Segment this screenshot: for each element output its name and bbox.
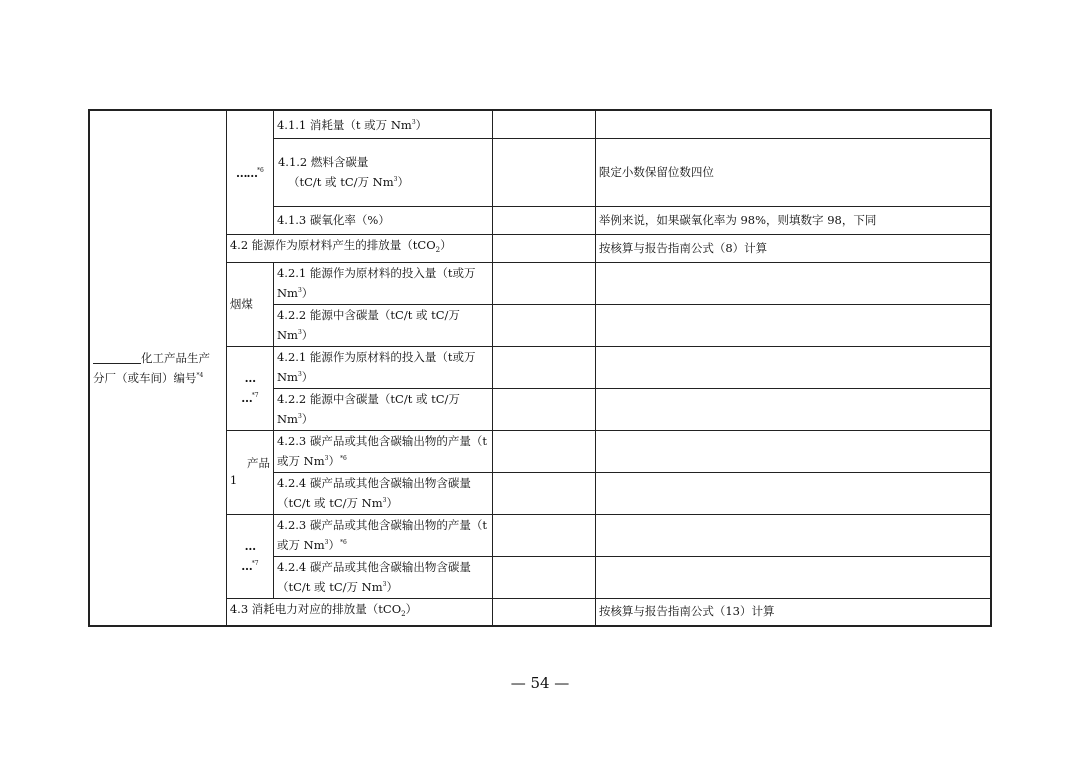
ellipsis-label: … xyxy=(241,558,252,573)
subscript: 2 xyxy=(435,246,441,254)
note-cell xyxy=(595,262,991,304)
item-text: ） xyxy=(301,285,314,300)
item-4-1-1 xyxy=(273,110,492,138)
note-cell xyxy=(595,430,991,472)
note-cell xyxy=(595,346,991,388)
item-text: 4.2 能源作为原材料产生的排放量（tCO xyxy=(229,238,436,252)
value-cell[interactable] xyxy=(493,388,596,430)
footnote-mark: *6 xyxy=(339,538,347,546)
superscript: 3 xyxy=(297,370,302,378)
ellipsis-label: … xyxy=(241,390,252,405)
product-ellipsis-cell xyxy=(226,514,273,598)
workshop-label-cell xyxy=(89,110,226,626)
item-4-2-3 xyxy=(273,514,492,556)
note-cell: 限定小数保留位数四位 xyxy=(595,138,991,206)
report-table xyxy=(88,109,992,627)
ellipsis-label: … xyxy=(244,538,256,553)
table-row xyxy=(89,110,991,138)
note-cell xyxy=(595,110,991,138)
energy-group-cell xyxy=(226,346,273,430)
note-cell xyxy=(595,304,991,346)
item-text: ） xyxy=(301,327,314,342)
note-cell xyxy=(595,556,991,598)
item-text: 4.2.2 能源中含碳量（tC/t 或 tC/万Nm xyxy=(276,307,460,342)
item-text: 4.2.3 碳产品或其他含碳输出物的产量（t 或万 Nm xyxy=(276,517,488,552)
superscript: 3 xyxy=(411,119,416,127)
footnote-mark: *6 xyxy=(339,454,347,462)
value-cell[interactable] xyxy=(493,472,596,514)
item-text: ） xyxy=(440,238,452,252)
workshop-label-line1: 化工产品生产 xyxy=(141,350,210,365)
item-text: ） xyxy=(397,174,409,189)
item-text: 4.2.4 碳产品或其他含碳输出物含碳量（tC/t 或 tC/万 Nm xyxy=(276,559,471,594)
fuel-group-cell xyxy=(226,110,273,234)
item-text: 4.2.3 碳产品或其他含碳输出物的产量（t 或万 Nm xyxy=(276,433,488,468)
blank-fill-line xyxy=(93,351,141,364)
item-text: 4.2.1 能源作为原材料的投入量（t或万 Nm xyxy=(276,349,476,384)
coal-label-cell: 烟煤 xyxy=(226,262,273,346)
product-label: 产品 xyxy=(246,456,270,470)
page-number: — 54 — xyxy=(510,674,570,692)
item-4-2-2 xyxy=(273,388,492,430)
item-text: ） xyxy=(386,495,398,510)
note-cell: 举例来说，如果碳氧化率为 98%，则填数字 98，下同 xyxy=(595,206,991,234)
item-4-1-3: 4.1.3 碳氧化率（%） xyxy=(273,206,492,234)
item-4-3 xyxy=(226,598,492,626)
superscript: 3 xyxy=(297,328,302,336)
note-cell: 按核算与报告指南公式（8）计算 xyxy=(595,234,991,262)
footnote-mark: *4 xyxy=(196,371,204,379)
superscript: 3 xyxy=(324,538,329,546)
product-group-cell xyxy=(226,430,273,514)
value-cell[interactable] xyxy=(493,206,596,234)
note-cell: 按核算与报告指南公式（13）计算 xyxy=(595,598,991,626)
ellipsis-label: … xyxy=(244,370,256,385)
note-cell xyxy=(595,388,991,430)
item-4-2-1 xyxy=(273,346,492,388)
footnote-mark: *6 xyxy=(257,167,264,175)
item-4-2-2 xyxy=(273,304,492,346)
value-cell[interactable] xyxy=(493,556,596,598)
superscript: 3 xyxy=(382,496,387,504)
subscript: 2 xyxy=(401,609,406,618)
value-cell[interactable] xyxy=(493,304,596,346)
superscript: 3 xyxy=(297,412,302,420)
ellipsis-label: …… xyxy=(236,166,257,181)
superscript: 3 xyxy=(382,580,387,588)
item-text: 4.3 消耗电力对应的排放量（tCO xyxy=(229,601,402,616)
superscript: 3 xyxy=(324,454,329,462)
value-cell[interactable] xyxy=(493,346,596,388)
product-number: 1 xyxy=(229,473,238,487)
note-cell xyxy=(595,472,991,514)
item-text: ） xyxy=(301,369,314,384)
item-text: 4.1.1 消耗量（t 或万 Nm xyxy=(276,118,412,133)
item-4-2-1 xyxy=(273,262,492,304)
value-cell[interactable] xyxy=(493,110,596,138)
item-4-2-4 xyxy=(273,556,492,598)
superscript: 3 xyxy=(297,286,302,294)
item-4-2-4 xyxy=(273,472,492,514)
value-cell[interactable] xyxy=(493,138,596,206)
footnote-mark: *7 xyxy=(251,559,259,567)
item-4-2 xyxy=(226,234,492,262)
note-cell xyxy=(595,514,991,556)
item-text: 4.1.2 燃料含碳量 xyxy=(277,154,369,169)
item-text: 4.2.1 能源作为原材料的投入量（t或万 Nm xyxy=(276,265,476,300)
item-text: （tC/t 或 tC/万 Nm xyxy=(287,174,394,189)
footnote-mark: *7 xyxy=(251,391,259,399)
item-4-2-3 xyxy=(273,430,492,472)
item-text: 4.2.4 碳产品或其他含碳输出物含碳量（tC/t 或 tC/万 Nm xyxy=(276,475,471,510)
item-text: 4.2.2 能源中含碳量（tC/t 或 tC/万Nm xyxy=(276,391,460,426)
value-cell[interactable] xyxy=(493,262,596,304)
value-cell[interactable] xyxy=(493,514,596,556)
workshop-label-line2: 分厂（或车间）编号 xyxy=(93,370,197,385)
value-cell[interactable] xyxy=(493,430,596,472)
item-text: ） xyxy=(415,118,428,133)
item-text: ） xyxy=(405,601,418,616)
item-text: ） xyxy=(386,579,398,594)
value-cell[interactable] xyxy=(493,234,596,262)
item-text: ） xyxy=(328,453,340,468)
superscript: 3 xyxy=(393,175,398,183)
item-4-1-2 xyxy=(273,138,492,206)
value-cell[interactable] xyxy=(493,598,596,626)
item-text: ） xyxy=(301,411,314,426)
item-text: ） xyxy=(328,537,340,552)
